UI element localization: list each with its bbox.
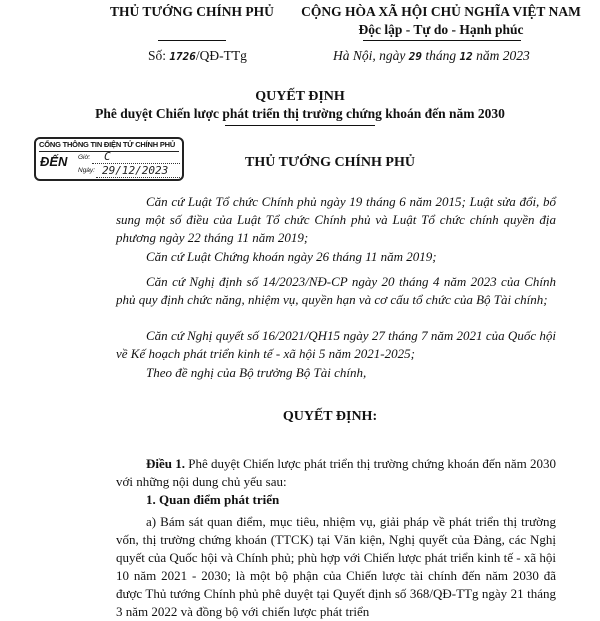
stamp-gio-value: C xyxy=(104,150,111,163)
document-type: QUYẾT ĐỊNH xyxy=(255,89,345,104)
basis-paragraph: Căn cứ Nghị định số 14/2023/NĐ-CP ngày 20 tháng 4 năm 2023 của Chính phủ quy định chức năng, nhiệm vụ, quyền hạn và cơ cấu tổ chức của Bộ Tài chính; xyxy=(116,274,556,307)
country-title: CỘNG HÒA XÃ HỘI CHỦ NGHĨA VIỆT NAM xyxy=(301,4,581,19)
date-day-handwritten: 29 xyxy=(408,50,422,63)
document-date: Hà Nội, ngày 29 tháng 12 năm 2023 xyxy=(333,48,530,63)
basis-paragraph: Căn cứ Luật Tổ chức Chính phủ ngày 19 tháng 6 năm 2015; Luật sửa đổi, bổ sung một số điều của Luật Tổ chức Chính phủ và Luật Tổ chức chính quyền địa phương ngày 22 tháng 11 năm 2019; xyxy=(116,194,556,245)
stamp-org: CỔNG THÔNG TIN ĐIỆN TỬ CHÍNH PHỦ xyxy=(39,140,176,149)
document-number: Số: 1726/QĐ-TTg xyxy=(148,48,247,63)
number-handwritten: 1726 xyxy=(169,50,196,63)
stamp-ngay-label: Ngày: xyxy=(78,167,95,174)
date-month-handwritten: 12 xyxy=(459,50,473,63)
motto-underline xyxy=(363,40,521,41)
paragraph-a: a) Bám sát quan điểm, mục tiêu, nhiệm vụ, giải pháp về phát triển thị trường vốn, thị trường chứng khoán (TTCK) tại Văn kiện, Nghị quyết của Đảng, các Nghị quyết của Quốc hội và Chính phủ; phù hợp với Chiến lược phát triển kinh tế - xã hội 10 năm 2021 - 2030; là một bộ phận của Chiến lược tài chính đến năm 2030 đã được Thủ tướng Chính phủ phê duyệt tại Quyết định số 368/QĐ-TTg ngày 21 tháng 3 năm 2022 và đồng bộ với chiến lược phát triển xyxy=(116,514,556,619)
basis-paragraph: Theo đề nghị của Bộ trưởng Bộ Tài chính, xyxy=(146,365,367,380)
authority-heading: THỦ TƯỚNG CHÍNH PHỦ xyxy=(245,155,415,170)
received-stamp xyxy=(34,137,184,181)
issuer-underline xyxy=(158,40,226,41)
article-1-label: Điều 1. xyxy=(146,456,185,471)
article-1-text: Phê duyệt Chiến lược phát triển thị trường chứng khoán đến năm 2030 với những nội dung chủ yếu sau: xyxy=(116,456,557,489)
issuer-title: THỦ TƯỚNG CHÍNH PHỦ xyxy=(110,4,274,19)
motto: Độc lập - Tự do - Hạnh phúc xyxy=(358,22,524,37)
stamp-gio-label: Giờ: xyxy=(78,154,91,161)
decision-heading: QUYẾT ĐỊNH: xyxy=(282,409,378,424)
stamp-ngay-value: 29/12/2023 xyxy=(102,164,169,177)
stamp-den-label: ĐẾN xyxy=(40,154,68,169)
subject-underline xyxy=(225,125,375,126)
stamp-dotline xyxy=(96,177,180,178)
document-subject: Phê duyệt Chiến lược phát triển thị trường chứng khoán đến năm 2030 xyxy=(95,106,505,121)
basis-paragraph: Căn cứ Luật Chứng khoán ngày 26 tháng 11 năm 2019; xyxy=(146,249,437,264)
section-1-heading: 1. Quan điểm phát triển xyxy=(146,492,280,507)
basis-paragraph: Căn cứ Nghị quyết số 16/2021/QH15 ngày 27 tháng 7 năm 2021 của Quốc hội về Kế hoạch phát triển kinh tế - xã hội 5 năm 2021-2025; xyxy=(116,328,556,361)
article-1 xyxy=(116,455,556,491)
